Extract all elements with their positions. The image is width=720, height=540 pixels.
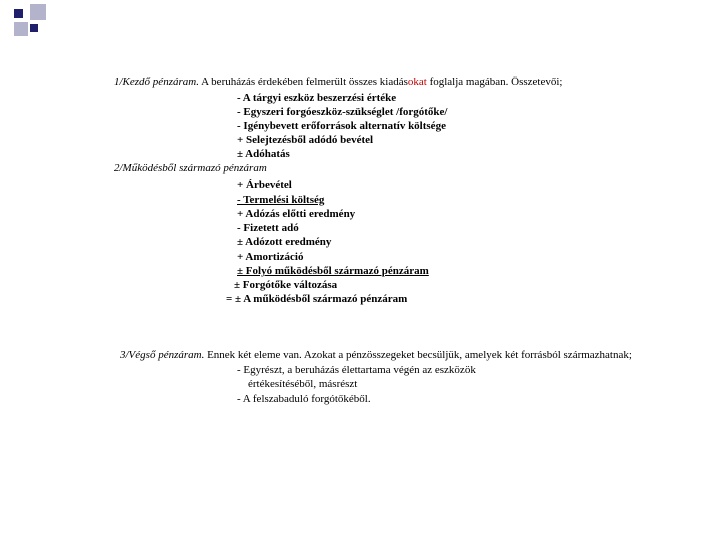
section1-intro-text-b: foglalja magában. Összetevői; <box>426 76 563 88</box>
section1-item: ± Adóhatás <box>237 148 290 160</box>
section1-item: - Igénybevett erőforrások alternatív költsége <box>237 120 446 132</box>
section3-item: - A felszabaduló forgótőkéből. <box>237 393 371 405</box>
section2-item: + Adózás előtti eredmény <box>237 208 356 220</box>
section2-item: ± Adózott eredmény <box>237 236 332 248</box>
section2-item: + Amortizáció <box>237 251 304 263</box>
section2-heading: 2/Működésből származó pénzáram <box>114 162 267 174</box>
section1-intro-text-a: A beruházás érdekében felmerült összes kiadás <box>198 76 408 88</box>
section3-item: - Egyrészt, a beruházás élettartama végén az eszközök <box>237 364 476 376</box>
square-light-2 <box>14 22 28 36</box>
section1-item: - A tárgyi eszköz beszerzési értéke <box>237 92 397 104</box>
section1-heading: 1/Kezdő pénzáram. <box>114 76 199 88</box>
section1-item: - Egyszeri forgóeszköz-szükséglet /forgótőke/ <box>237 106 448 118</box>
section1-intro-accent: okat <box>407 76 427 88</box>
section3-intro <box>120 348 632 362</box>
section3-intro-text: Ennek két eleme van. Azokat a pénzösszegeket becsüljük, amelyek két forrásból származhatnak; <box>204 349 632 361</box>
section3-heading: 3/Végső pénzáram. <box>120 349 205 361</box>
section1-intro <box>114 75 562 89</box>
section2-item: ± Forgótőke változása <box>234 279 338 291</box>
section2-item: + Árbevétel <box>237 179 292 191</box>
square-dark-1 <box>14 9 23 18</box>
section2-item: - Termelési költség <box>237 194 325 206</box>
section3-item-continuation: értékesítéséből, másrészt <box>248 378 358 390</box>
section2-result: = ± A működésből származó pénzáram <box>226 293 408 305</box>
square-dark-2 <box>30 24 38 32</box>
corner-squares-decoration <box>0 0 60 50</box>
section2-item: - Fizetett adó <box>237 222 299 234</box>
section2-item: ± Folyó működésből származó pénzáram <box>237 265 429 277</box>
section1-item: + Selejtezésből adódó bevétel <box>237 134 374 146</box>
square-light-1 <box>30 4 46 20</box>
